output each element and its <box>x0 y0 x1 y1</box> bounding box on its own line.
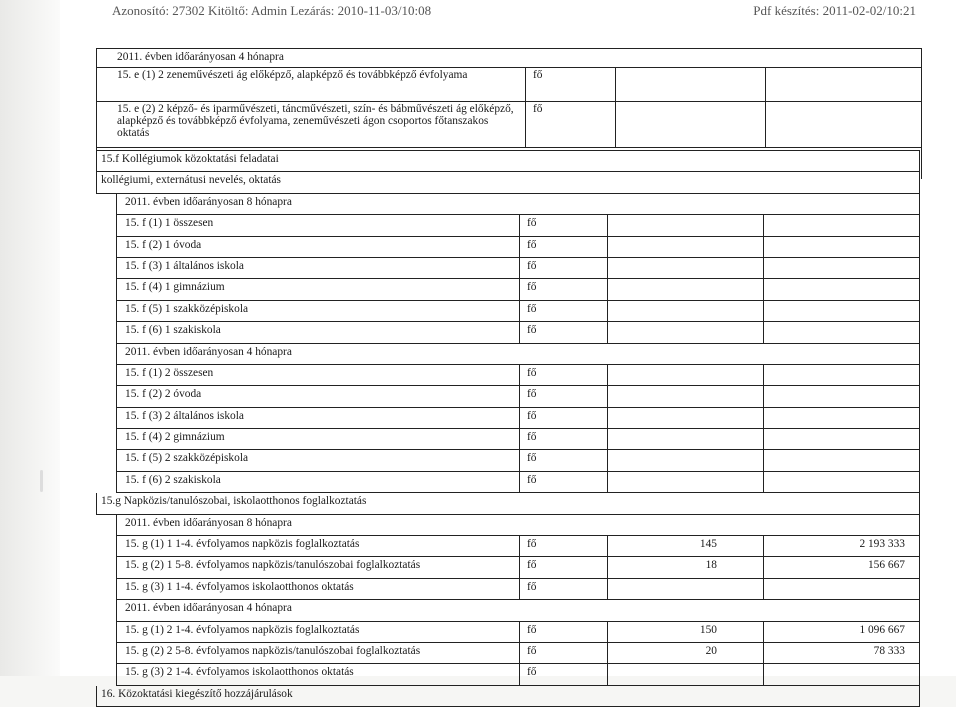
row-label: 15. f (2) 1 óvoda <box>125 238 202 251</box>
column-divider <box>763 621 764 643</box>
table-row <box>116 322 920 343</box>
row-unit: fő <box>527 538 537 551</box>
column-divider <box>763 278 764 300</box>
column-divider <box>763 214 764 236</box>
column-divider <box>519 236 520 258</box>
amount-value: 78 333 <box>873 644 905 657</box>
row-label: 15. g (1) 2 1-4. évfolyamos napközis foglalkoztatás <box>125 623 360 636</box>
table-row <box>116 258 920 279</box>
amount-value: 156 667 <box>867 559 905 572</box>
table-row <box>97 67 921 102</box>
row-unit: fő <box>527 409 537 422</box>
row-unit: fő <box>527 580 537 593</box>
section-label: 15.f Kollégiumok közoktatási feladatai <box>101 153 279 165</box>
row-unit: fő <box>527 473 537 486</box>
section-label: 15.g Napközis/tanulószobai, iskolaotthonos foglalkoztatás <box>101 495 367 508</box>
group-label: 2011. évben időarányosan 8 hónapra <box>125 195 292 208</box>
column-divider <box>607 428 608 450</box>
headcount-value: 18 <box>705 559 717 572</box>
amount-value: 1 096 667 <box>859 623 905 636</box>
row-unit: fő <box>527 559 537 572</box>
column-divider <box>519 471 520 493</box>
column-divider <box>607 364 608 386</box>
column-divider <box>607 278 608 300</box>
column-divider <box>519 257 520 279</box>
scan-mark <box>40 470 43 492</box>
row-label: 15. f (6) 2 szakiskola <box>125 473 221 486</box>
column-divider <box>519 278 520 300</box>
column-divider <box>763 407 764 429</box>
column-divider <box>763 257 764 279</box>
pdf-header <box>0 0 956 26</box>
group-row <box>116 600 920 621</box>
column-divider <box>519 449 520 471</box>
row-label: 15. f (4) 2 gimnázium <box>125 431 225 444</box>
table-row <box>116 643 920 664</box>
row-label: 15. g (2) 2 5-8. évfolyamos napközis/tanulószobai foglalkoztatás <box>125 644 421 657</box>
table-row <box>116 557 920 578</box>
column-divider <box>519 300 520 322</box>
column-divider <box>519 642 520 664</box>
table-row <box>116 450 920 471</box>
table-row <box>116 429 920 450</box>
table-row <box>97 101 921 148</box>
section-header-row <box>96 172 920 193</box>
column-divider <box>519 407 520 429</box>
data-table <box>96 150 920 707</box>
row-label: 15. g (1) 1 1-4. évfolyamos napközis foglalkoztatás <box>125 538 360 551</box>
row-unit: fő <box>527 324 537 337</box>
table-row <box>116 536 920 557</box>
column-divider <box>763 578 764 600</box>
row-label: 15. g (3) 2 1-4. évfolyamos iskolaotthonos oktatás <box>125 666 354 679</box>
row-label: 15. f (1) 1 összesen <box>125 217 214 230</box>
column-divider <box>519 428 520 450</box>
column-divider <box>607 257 608 279</box>
column-divider <box>607 385 608 407</box>
row-label: 15. f (3) 2 általános iskola <box>125 409 244 422</box>
row-unit: fő <box>527 366 537 379</box>
column-divider <box>763 300 764 322</box>
column-divider <box>519 364 520 386</box>
header-pdf-date: Pdf készítés: 2011-02-02/10:21 <box>753 3 916 18</box>
row-unit: fő <box>527 217 537 230</box>
table-row <box>116 215 920 236</box>
row-label: 15. f (5) 1 szakközépiskola <box>125 302 249 315</box>
column-divider <box>607 642 608 664</box>
table-row <box>116 579 920 600</box>
table-row <box>116 472 920 493</box>
row-unit: fő <box>527 238 537 251</box>
column-divider <box>607 407 608 429</box>
group-label: 2011. évben időarányosan 4 hónapra <box>125 345 292 358</box>
column-divider <box>519 556 520 578</box>
row-unit: fő <box>527 259 537 272</box>
row-unit: fő <box>533 69 543 81</box>
group-label: 2011. évben időarányosan 8 hónapra <box>125 516 292 529</box>
column-divider <box>607 556 608 578</box>
column-divider <box>763 428 764 450</box>
column-divider <box>525 101 526 147</box>
column-divider <box>763 449 764 471</box>
headcount-value: 20 <box>705 644 717 657</box>
column-divider <box>607 300 608 322</box>
section-header-row <box>96 493 920 514</box>
column-divider <box>607 535 608 557</box>
row-label: 15. e (1) 2 zeneművészeti ág előképző, alapképző és továbbképző évfolyama <box>117 69 468 81</box>
column-divider <box>763 364 764 386</box>
column-divider <box>519 578 520 600</box>
row-label: 15. f (1) 2 összesen <box>125 366 214 379</box>
row-label: 15. f (4) 1 gimnázium <box>125 281 225 294</box>
row-unit: fő <box>527 666 537 679</box>
column-divider <box>607 621 608 643</box>
group-row <box>97 49 921 68</box>
section-header-row <box>96 686 920 707</box>
section-label: 16. Közoktatási kiegészítő hozzájárulások <box>101 687 293 700</box>
row-unit: fő <box>527 302 537 315</box>
group-row <box>116 515 920 536</box>
row-label: 15. g (2) 1 5-8. évfolyamos napközis/tanulószobai foglalkoztatás <box>125 559 421 572</box>
column-divider <box>763 236 764 258</box>
column-divider <box>607 471 608 493</box>
group-label: 2011. évben időarányosan 4 hónapra <box>117 51 284 63</box>
column-divider <box>607 663 608 685</box>
headcount-value: 145 <box>699 538 717 551</box>
group-row <box>116 194 920 215</box>
headcount-value: 150 <box>699 623 717 636</box>
table-row <box>116 408 920 429</box>
column-divider <box>763 535 764 557</box>
column-divider <box>519 535 520 557</box>
column-divider <box>763 385 764 407</box>
row-label: 15. e (2) 2 képző- és iparművészeti, táncművészeti, szín- és bábművészeti ág előképző, alapképző és továbbképző évfolyama, zeneművészeti ágon csoportos főtanszakos oktatás <box>117 103 514 139</box>
table-row <box>116 301 920 322</box>
column-divider <box>765 67 766 101</box>
table-row <box>116 664 920 685</box>
column-divider <box>519 385 520 407</box>
row-unit: fő <box>527 431 537 444</box>
column-divider <box>519 663 520 685</box>
column-divider <box>607 236 608 258</box>
table-row <box>116 365 920 386</box>
column-divider <box>763 471 764 493</box>
column-divider <box>615 101 616 147</box>
column-divider <box>519 214 520 236</box>
row-unit: fő <box>527 644 537 657</box>
table-row <box>116 279 920 300</box>
row-label: 15. f (2) 2 óvoda <box>125 388 202 401</box>
row-unit: fő <box>527 623 537 636</box>
group-row <box>116 344 920 365</box>
row-unit: fő <box>527 281 537 294</box>
column-divider <box>763 556 764 578</box>
column-divider <box>519 321 520 343</box>
column-divider <box>763 642 764 664</box>
table-row <box>116 237 920 258</box>
section-label: kollégiumi, externátusi nevelés, oktatás <box>101 174 281 187</box>
amount-value: 2 193 333 <box>859 538 905 551</box>
row-label: 15. g (3) 1 1-4. évfolyamos iskolaotthonos oktatás <box>125 580 354 593</box>
row-unit: fő <box>533 103 543 115</box>
column-divider <box>525 67 526 101</box>
table-row <box>116 622 920 643</box>
column-divider <box>519 621 520 643</box>
row-label: 15. f (3) 1 általános iskola <box>125 259 244 272</box>
row-unit: fő <box>527 388 537 401</box>
column-divider <box>765 101 766 147</box>
column-divider <box>607 449 608 471</box>
row-unit: fő <box>527 452 537 465</box>
section-header-row <box>96 150 920 172</box>
column-divider <box>607 578 608 600</box>
column-divider <box>615 67 616 101</box>
row-label: 15. f (5) 2 szakközépiskola <box>125 452 249 465</box>
row-label: 15. f (6) 1 szakiskola <box>125 324 221 337</box>
table-row <box>116 386 920 407</box>
header-id-info: Azonosító: 27302 Kitöltő: Admin Lezárás: 2010-11-03/10:08 <box>112 3 432 18</box>
group-label: 2011. évben időarányosan 4 hónapra <box>125 602 292 615</box>
column-divider <box>607 214 608 236</box>
column-divider <box>763 663 764 685</box>
column-divider <box>763 321 764 343</box>
column-divider <box>607 321 608 343</box>
